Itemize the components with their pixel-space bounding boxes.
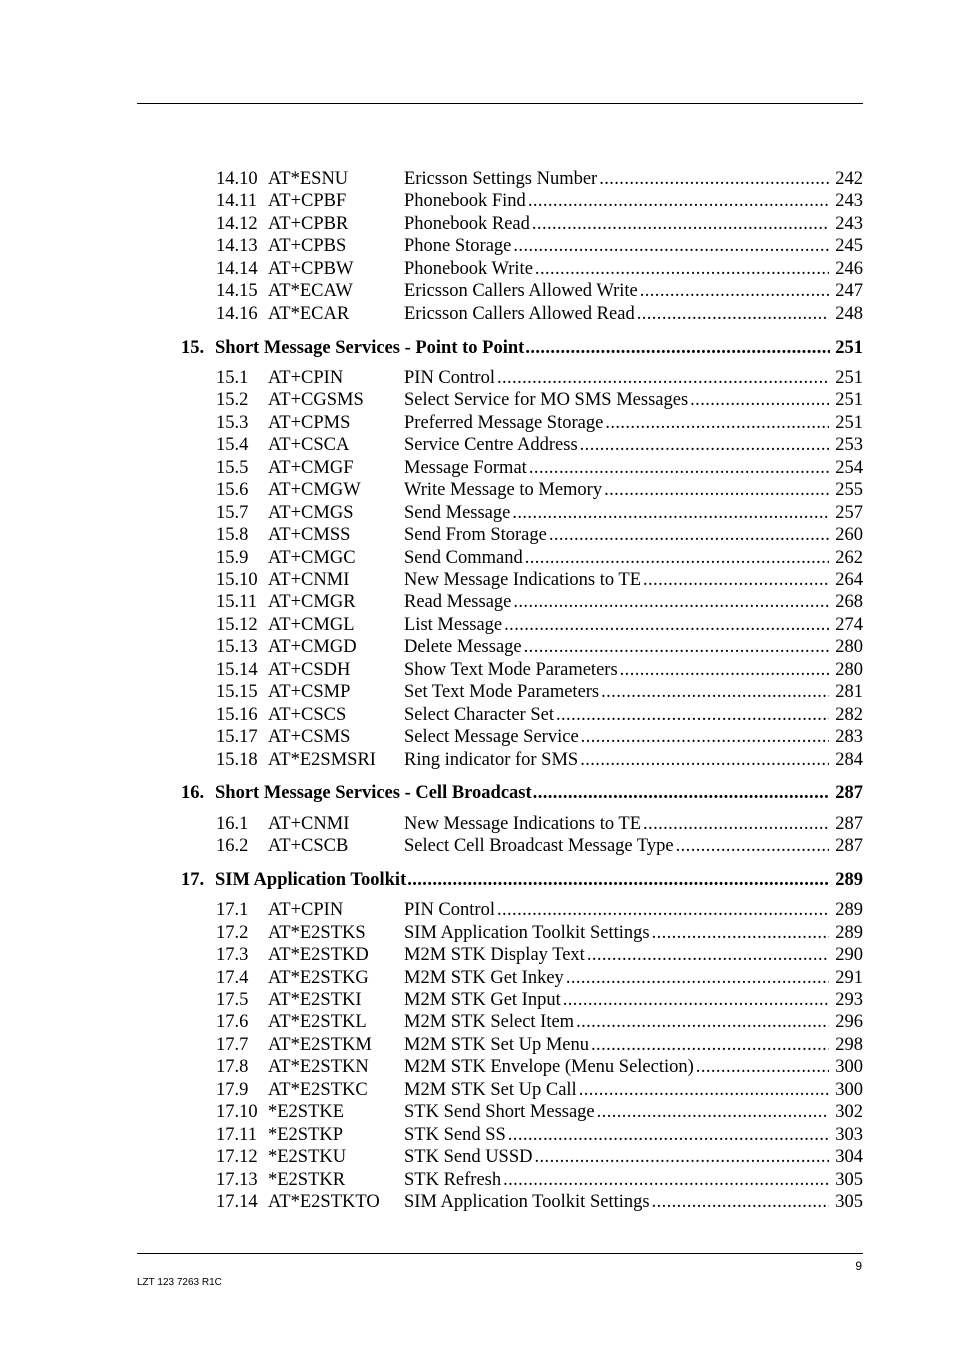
entry-page: 251	[835, 368, 863, 388]
entry-title: Service Centre Address	[404, 435, 578, 455]
entry-page: 254	[835, 458, 863, 478]
entry-title: List Message	[404, 615, 503, 635]
toc-section-heading[interactable]	[181, 782, 863, 804]
entry-command: AT*E2STKC	[268, 1080, 368, 1100]
entry-command: AT*E2STKI	[268, 990, 362, 1010]
entry-number: 17.4	[216, 968, 249, 988]
dot-leader	[513, 235, 829, 257]
entry-page: 289	[835, 900, 863, 920]
entry-title: New Message Indications to TE	[404, 814, 642, 834]
entry-number: 14.15	[216, 281, 258, 301]
dot-leader	[599, 168, 829, 190]
entry-number: 14.10	[216, 169, 258, 189]
entry-page: 289	[835, 923, 863, 943]
entry-title: Phonebook Find	[404, 191, 526, 211]
entry-page: 257	[835, 503, 863, 523]
entry-title: Ring indicator for SMS	[404, 750, 579, 770]
entry-command: AT*E2STKS	[268, 923, 366, 943]
dot-leader	[566, 967, 829, 989]
toc-entry[interactable]	[216, 190, 863, 212]
dot-leader	[407, 869, 830, 891]
toc-entry[interactable]	[216, 614, 863, 636]
entry-number: 15.16	[216, 705, 258, 725]
entry-page: 280	[835, 660, 863, 680]
dot-leader	[591, 1034, 829, 1056]
dot-leader	[637, 303, 829, 325]
entry-title: Preferred Message Storage	[404, 413, 604, 433]
entry-number: 15.8	[216, 525, 249, 545]
entry-number: 15.2	[216, 390, 249, 410]
entry-command: AT+CNMI	[268, 570, 350, 590]
dot-leader	[652, 922, 829, 944]
dot-leader	[604, 479, 829, 501]
dot-leader	[529, 457, 829, 479]
dot-leader	[556, 704, 829, 726]
entry-command: AT+CSMP	[268, 682, 351, 702]
entry-page: 247	[835, 281, 863, 301]
dot-leader	[504, 614, 829, 636]
entry-number: 17.3	[216, 945, 249, 965]
entry-number: 15.3	[216, 413, 249, 433]
section-page: 251	[835, 338, 863, 358]
entry-command: AT+CSCS	[268, 705, 347, 725]
entry-page: 304	[835, 1147, 863, 1167]
entry-title: SIM Application Toolkit Settings	[404, 923, 650, 943]
entry-command: AT*E2STKD	[268, 945, 369, 965]
entry-command: AT+CPIN	[268, 368, 344, 388]
entry-command: AT+CMGS	[268, 503, 354, 523]
entry-title: Select Character Set	[404, 705, 554, 725]
entry-number: 15.4	[216, 435, 249, 455]
toc-entry[interactable]	[216, 569, 863, 591]
entry-command: AT+CGSMS	[268, 390, 364, 410]
toc-entry[interactable]	[216, 1101, 863, 1123]
dot-leader	[601, 681, 829, 703]
toc-entry[interactable]	[216, 749, 863, 771]
entry-command: AT+CPBR	[268, 214, 349, 234]
entry-title: Select Message Service	[404, 727, 579, 747]
toc-entry[interactable]	[216, 1011, 863, 1033]
dot-leader	[497, 367, 829, 389]
entry-command: *E2STKR	[268, 1170, 346, 1190]
entry-number: 16.1	[216, 814, 249, 834]
entry-command: *E2STKU	[268, 1147, 347, 1167]
entry-command: AT+CMGC	[268, 548, 356, 568]
toc-entry[interactable]	[216, 922, 863, 944]
dot-leader	[563, 989, 829, 1011]
toc-entry[interactable]	[216, 502, 863, 524]
entry-command: AT*E2STKM	[268, 1035, 372, 1055]
document-id: LZT 123 7263 R1C	[137, 1277, 222, 1288]
entry-number: 15.12	[216, 615, 258, 635]
entry-title: Send From Storage	[404, 525, 547, 545]
entry-title: STK Send SS	[404, 1125, 506, 1145]
entry-command: AT+CNMI	[268, 814, 350, 834]
entry-command: AT+CPMS	[268, 413, 351, 433]
toc-entry[interactable]	[216, 681, 863, 703]
entry-number: 15.14	[216, 660, 258, 680]
entry-command: AT*E2SMSRI	[268, 750, 376, 770]
entry-title: M2M STK Set Up Call	[404, 1080, 577, 1100]
entry-command: AT*E2STKN	[268, 1057, 369, 1077]
entry-command: AT+CPBS	[268, 236, 347, 256]
entry-number: 17.6	[216, 1012, 249, 1032]
toc-section-heading[interactable]	[181, 337, 863, 359]
dot-leader	[528, 190, 829, 212]
entry-command: AT+CSCA	[268, 435, 350, 455]
entry-number: 17.8	[216, 1057, 249, 1077]
dot-leader	[576, 1011, 829, 1033]
entry-page: 243	[835, 214, 863, 234]
entry-page: 305	[835, 1192, 863, 1212]
entry-page: 243	[835, 191, 863, 211]
section-number: 15.	[181, 338, 205, 358]
page-number: 9	[855, 1259, 862, 1273]
entry-page: 287	[835, 836, 863, 856]
toc-entry[interactable]	[216, 813, 863, 835]
entry-page: 302	[835, 1102, 863, 1122]
entry-command: AT+CPBW	[268, 259, 354, 279]
entry-number: 15.13	[216, 637, 258, 657]
entry-number: 15.9	[216, 548, 249, 568]
entry-number: 14.11	[216, 191, 257, 211]
entry-command: AT*ECAW	[268, 281, 353, 301]
entry-command: AT+CPBF	[268, 191, 347, 211]
entry-number: 17.11	[216, 1125, 257, 1145]
dot-leader	[643, 569, 829, 591]
entry-title: M2M STK Select Item	[404, 1012, 575, 1032]
toc-entry[interactable]	[216, 835, 863, 857]
entry-page: 283	[835, 727, 863, 747]
section-title: SIM Application Toolkit	[215, 870, 407, 890]
section-title: Short Message Services - Point to Point	[215, 338, 525, 358]
dot-leader	[580, 434, 829, 456]
entry-command: AT+CMGD	[268, 637, 357, 657]
dot-leader	[535, 1146, 830, 1168]
entry-number: 17.1	[216, 900, 249, 920]
entry-page: 298	[835, 1035, 863, 1055]
toc-entry[interactable]	[216, 704, 863, 726]
toc-section-heading[interactable]	[181, 869, 863, 891]
entry-title: Delete Message	[404, 637, 522, 657]
toc-entry[interactable]	[216, 1079, 863, 1101]
entry-page: 300	[835, 1057, 863, 1077]
entry-number: 17.13	[216, 1170, 258, 1190]
entry-command: *E2STKE	[268, 1102, 345, 1122]
toc-entry[interactable]	[216, 213, 863, 235]
toc-entry[interactable]	[216, 524, 863, 546]
dot-leader	[587, 944, 829, 966]
toc-entry[interactable]	[216, 1056, 863, 1078]
dot-leader	[696, 1056, 829, 1078]
entry-page: 274	[835, 615, 863, 635]
toc-entry[interactable]	[216, 1146, 863, 1168]
toc-entry[interactable]	[216, 1124, 863, 1146]
toc-entry[interactable]	[216, 1169, 863, 1191]
entry-title: Ericsson Callers Allowed Write	[404, 281, 638, 301]
entry-page: 290	[835, 945, 863, 965]
section-page: 289	[835, 870, 863, 890]
entry-command: AT*E2STKL	[268, 1012, 367, 1032]
entry-command: AT+CSCB	[268, 836, 349, 856]
dot-leader	[508, 1124, 829, 1146]
entry-page: 248	[835, 304, 863, 324]
toc-entry[interactable]	[216, 168, 863, 190]
entry-title: Set Text Mode Parameters	[404, 682, 600, 702]
entry-title: Phone Storage	[404, 236, 512, 256]
dot-leader	[581, 726, 829, 748]
toc-entry[interactable]	[216, 235, 863, 257]
entry-number: 14.12	[216, 214, 258, 234]
entry-page: 245	[835, 236, 863, 256]
entry-title: Phonebook Read	[404, 214, 530, 234]
dot-leader	[549, 524, 829, 546]
entry-title: STK Refresh	[404, 1170, 502, 1190]
entry-title: Select Service for MO SMS Messages	[404, 390, 689, 410]
entry-number: 15.11	[216, 592, 257, 612]
entry-number: 15.1	[216, 368, 249, 388]
entry-page: 262	[835, 548, 863, 568]
dot-leader	[640, 280, 829, 302]
entry-page: 251	[835, 413, 863, 433]
toc-entry[interactable]	[216, 258, 863, 280]
entry-title: M2M STK Envelope (Menu Selection)	[404, 1057, 694, 1077]
dot-leader	[690, 389, 829, 411]
dot-leader	[513, 591, 829, 613]
toc-entry[interactable]	[216, 1034, 863, 1056]
toc-entry[interactable]	[216, 989, 863, 1011]
entry-title: STK Send Short Message	[404, 1102, 595, 1122]
entry-title: Select Cell Broadcast Message Type	[404, 836, 674, 856]
dot-leader	[497, 899, 829, 921]
toc-entry[interactable]	[216, 412, 863, 434]
toc-entry[interactable]	[216, 367, 863, 389]
entry-command: AT*E2STKTO	[268, 1192, 380, 1212]
toc-entry[interactable]	[216, 636, 863, 658]
entry-title: Send Message	[404, 503, 511, 523]
dot-leader	[503, 1169, 829, 1191]
toc-entry[interactable]	[216, 591, 863, 613]
entry-title: SIM Application Toolkit Settings	[404, 1192, 650, 1212]
entry-number: 15.7	[216, 503, 249, 523]
entry-command: AT+CMSS	[268, 525, 351, 545]
entry-command: AT*ECAR	[268, 304, 350, 324]
entry-number: 17.10	[216, 1102, 258, 1122]
entry-page: 305	[835, 1170, 863, 1190]
dot-leader	[620, 659, 829, 681]
entry-number: 17.5	[216, 990, 249, 1010]
entry-page: 242	[835, 169, 863, 189]
entry-page: 246	[835, 259, 863, 279]
entry-command: AT+CSMS	[268, 727, 351, 747]
dot-leader	[597, 1101, 829, 1123]
entry-command: AT+CSDH	[268, 660, 351, 680]
entry-command: AT*E2STKG	[268, 968, 369, 988]
toc-entry[interactable]	[216, 944, 863, 966]
entry-page: 264	[835, 570, 863, 590]
entry-title: M2M STK Display Text	[404, 945, 585, 965]
dot-leader	[525, 547, 829, 569]
dot-leader	[652, 1191, 829, 1213]
entry-number: 15.15	[216, 682, 258, 702]
entry-command: AT+CPIN	[268, 900, 344, 920]
entry-title: Phonebook Write	[404, 259, 533, 279]
entry-command: AT*ESNU	[268, 169, 349, 189]
toc-entry[interactable]	[216, 280, 863, 302]
section-page: 287	[835, 783, 863, 803]
entry-command: *E2STKP	[268, 1125, 344, 1145]
dot-leader	[676, 835, 829, 857]
entry-number: 14.16	[216, 304, 258, 324]
entry-number: 17.7	[216, 1035, 249, 1055]
entry-page: 293	[835, 990, 863, 1010]
entry-command: AT+CMGR	[268, 592, 356, 612]
entry-page: 268	[835, 592, 863, 612]
entry-title: Ericsson Callers Allowed Read	[404, 304, 635, 324]
entry-title: M2M STK Set Up Menu	[404, 1035, 590, 1055]
entry-title: PIN Control	[404, 900, 495, 920]
entry-page: 303	[835, 1125, 863, 1145]
entry-title: Message Format	[404, 458, 527, 478]
footer-rule	[137, 1253, 863, 1254]
entry-number: 14.13	[216, 236, 258, 256]
section-title: Short Message Services - Cell Broadcast	[215, 783, 532, 803]
entry-number: 15.5	[216, 458, 249, 478]
entry-page: 281	[835, 682, 863, 702]
header-rule	[137, 103, 863, 104]
entry-number: 17.2	[216, 923, 249, 943]
entry-command: AT+CMGW	[268, 480, 361, 500]
entry-page: 260	[835, 525, 863, 545]
entry-page: 296	[835, 1012, 863, 1032]
entry-page: 291	[835, 968, 863, 988]
entry-page: 251	[835, 390, 863, 410]
entry-page: 284	[835, 750, 863, 770]
entry-number: 17.14	[216, 1192, 258, 1212]
entry-title: Send Command	[404, 548, 523, 568]
dot-leader	[525, 337, 830, 359]
entry-page: 255	[835, 480, 863, 500]
toc-entry[interactable]	[216, 726, 863, 748]
entry-page: 300	[835, 1080, 863, 1100]
toc-entry[interactable]	[216, 967, 863, 989]
entry-number: 17.9	[216, 1080, 249, 1100]
toc-entry[interactable]	[216, 457, 863, 479]
entry-title: M2M STK Get Inkey	[404, 968, 564, 988]
entry-number: 15.6	[216, 480, 249, 500]
entry-page: 287	[835, 814, 863, 834]
entry-title: STK Send USSD	[404, 1147, 533, 1167]
entry-number: 15.10	[216, 570, 258, 590]
toc-entry[interactable]	[216, 899, 863, 921]
dot-leader	[579, 1079, 829, 1101]
entry-number: 15.17	[216, 727, 258, 747]
toc-entry[interactable]	[216, 303, 863, 325]
entry-number: 17.12	[216, 1147, 258, 1167]
toc-entry[interactable]	[216, 389, 863, 411]
entry-title: Write Message to Memory	[404, 480, 603, 500]
section-number: 17.	[181, 870, 205, 890]
dot-leader	[524, 636, 829, 658]
dot-leader	[535, 258, 829, 280]
dot-leader	[533, 782, 830, 804]
entry-title: PIN Control	[404, 368, 495, 388]
entry-title: Show Text Mode Parameters	[404, 660, 618, 680]
entry-page: 253	[835, 435, 863, 455]
entry-page: 280	[835, 637, 863, 657]
toc-entry[interactable]	[216, 547, 863, 569]
entry-title: New Message Indications to TE	[404, 570, 642, 590]
entry-title: M2M STK Get Input	[404, 990, 561, 1010]
entry-command: AT+CMGF	[268, 458, 354, 478]
entry-title: Read Message	[404, 592, 512, 612]
section-number: 16.	[181, 783, 205, 803]
entry-number: 15.18	[216, 750, 258, 770]
entry-number: 16.2	[216, 836, 249, 856]
toc-entry[interactable]	[216, 479, 863, 501]
dot-leader	[643, 813, 829, 835]
entry-page: 282	[835, 705, 863, 725]
entry-number: 14.14	[216, 259, 258, 279]
toc-entry[interactable]	[216, 1191, 863, 1213]
dot-leader	[605, 412, 829, 434]
entry-title: Ericsson Settings Number	[404, 169, 598, 189]
dot-leader	[512, 502, 829, 524]
entry-command: AT+CMGL	[268, 615, 355, 635]
toc-entry[interactable]	[216, 659, 863, 681]
toc-entry[interactable]	[216, 434, 863, 456]
dot-leader	[580, 749, 829, 771]
dot-leader	[532, 213, 829, 235]
